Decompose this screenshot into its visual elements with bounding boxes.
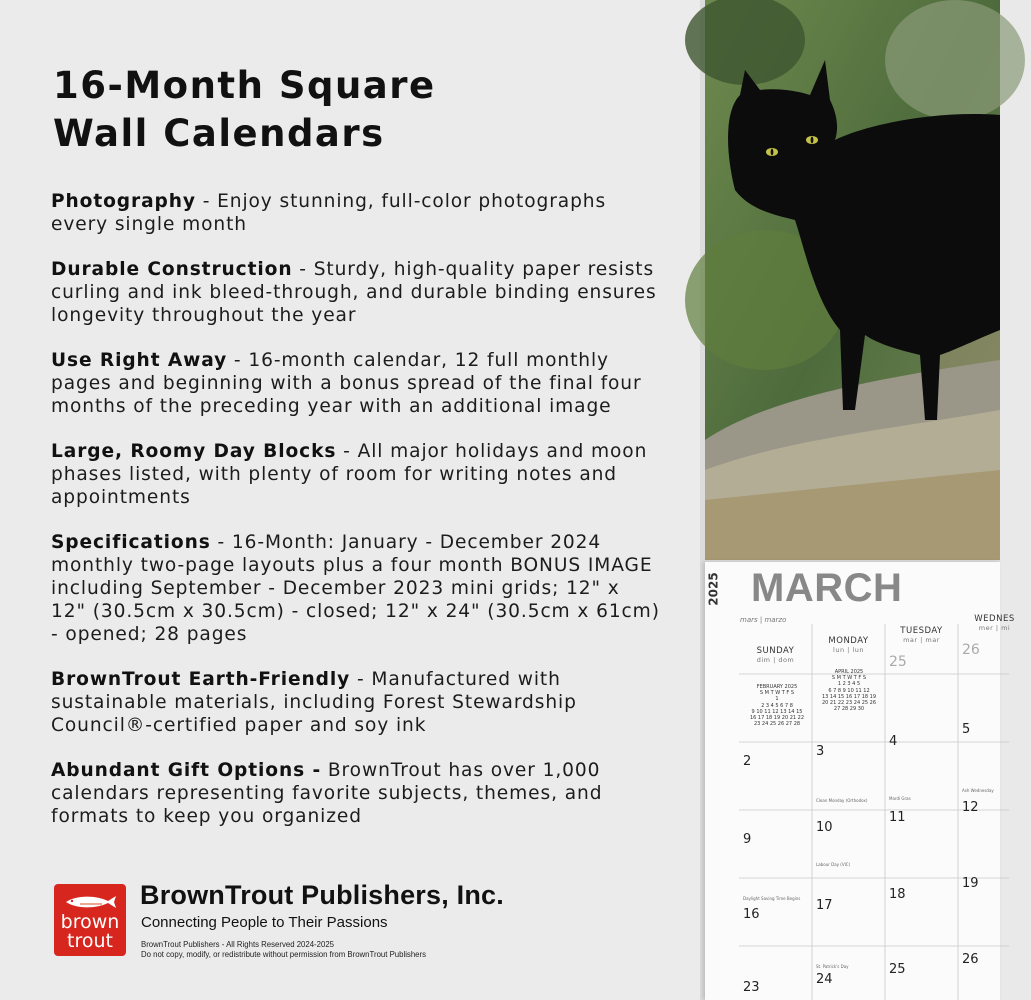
mini-title: FEBRUARY 2025 (756, 684, 798, 690)
black-cat-photo (705, 0, 1000, 560)
calendar-month-translations: mars | marzo (740, 616, 787, 624)
day-sub: lun | lun (833, 646, 864, 654)
page-title (53, 62, 653, 158)
feature-text: - Manufactured with sustainable materials, including Forest Stewardship Council®-certified paper and soy ink (51, 669, 577, 736)
title-line-2: Wall Calendars (53, 112, 385, 155)
feature-list (51, 190, 661, 850)
date-cell-number: 24 (816, 972, 833, 987)
feature-use-right-away (51, 349, 661, 418)
copyright-line-2: Do not copy, modify, or redistribute without permission from BrownTrout Publishers (141, 950, 426, 959)
calendar-month: MARCH (751, 566, 903, 610)
day-name: WEDNES (974, 614, 1015, 624)
mini-row: 27 28 29 30 (833, 706, 865, 713)
calendar-page (705, 562, 1015, 1000)
mini-row: 13 14 15 16 17 18 19 (821, 693, 877, 700)
date-cell-number: 9 (743, 832, 752, 847)
day-name: MONDAY (828, 636, 869, 646)
logo-line-1: brown (60, 911, 120, 933)
mini-row: 16 17 18 19 20 21 22 (749, 715, 805, 722)
company-tagline: Connecting People to Their Passions (141, 914, 388, 931)
feature-text: BrownTrout has over 1,000 calendars representing favorite subjects, themes, and formats to keep you organized (51, 760, 603, 827)
calendar-year: 2025 (706, 572, 721, 606)
mini-title: APRIL 2025 (834, 669, 864, 675)
holiday-note: Daylight Saving Time Begins (743, 896, 801, 901)
mini-head: S M T W T F S (759, 690, 795, 697)
holiday-note: Labour Day (VIC) (816, 862, 851, 867)
mini-row: 6 7 8 9 10 11 12 (828, 687, 870, 694)
day-header-sunday (739, 646, 812, 664)
date-cell-number: 10 (816, 820, 833, 835)
mini-calendar-april (819, 669, 879, 712)
mini-row: 9 10 11 12 13 14 15 (751, 708, 803, 715)
feature-specifications (51, 531, 661, 646)
day-sub: dim | dom (756, 656, 795, 664)
mini-row: 23 24 25 26 27 28 (753, 721, 801, 728)
day-header-tuesday (885, 626, 958, 644)
mini-row: 1 2 3 4 5 (837, 681, 861, 688)
feature-photography (51, 190, 661, 236)
date-cell-number: 16 (743, 907, 760, 922)
day-header-wednesday (958, 614, 1031, 632)
feature-heading: Durable Construction (51, 259, 293, 280)
date-cell-number: 2 (743, 754, 752, 769)
day-header-monday (812, 636, 885, 654)
trout-icon (62, 892, 118, 912)
feature-durable-construction (51, 258, 661, 327)
holiday-note: Mardi Gras (889, 796, 911, 801)
date-cell-number: 26 (962, 952, 979, 967)
day-sub: mer | mi (978, 624, 1011, 632)
feature-heading: BrownTrout Earth-Friendly (51, 669, 351, 690)
date-cell-number: 5 (962, 722, 971, 737)
mini-row: 1 (775, 696, 779, 703)
day-name: TUESDAY (900, 626, 943, 636)
feature-text: - Sturdy, high-quality paper resists curling and ink bleed-through, and durable binding ensures longevity throughout the year (51, 259, 657, 326)
feature-heading: Use Right Away (51, 350, 228, 371)
feature-text: - 16-Month: January - December 2024 monthly two-page layouts plus a four month BONUS IMAGE including September - December 2023 mini grids; 12" x 12" (30.5cm x 30.5cm) - closed; 12" x 24" (30.5cm x 61cm) - opened; 28 pages (51, 532, 660, 645)
feature-heading: Large, Roomy Day Blocks (51, 441, 337, 462)
mini-calendar-february (747, 684, 807, 727)
day-name: SUNDAY (756, 646, 795, 656)
company-name: BrownTrout Publishers, Inc. (140, 880, 504, 910)
feature-earth-friendly (51, 668, 661, 737)
date-cell-number: 11 (889, 810, 906, 825)
holiday-note: Ash Wednesday (962, 788, 994, 793)
feature-heading: Abundant Gift Options - (51, 760, 322, 781)
title-line-1: 16-Month Square (53, 64, 436, 107)
date-cell-number: 19 (962, 876, 979, 891)
mini-head: S M T W T F S (831, 675, 867, 682)
date-cell-number: 3 (816, 744, 825, 759)
mini-row: 20 21 22 23 24 25 26 (821, 700, 877, 707)
day-sub: mar | mar (903, 636, 940, 644)
feature-heading: Photography (51, 191, 196, 212)
date-cell-number: 4 (889, 734, 898, 749)
date-cell-number: 17 (816, 898, 833, 913)
feature-text: - All major holidays and moon phases listed, with plenty of room for writing notes and appointments (51, 441, 648, 508)
date-cell-number: 26 (962, 642, 980, 658)
date-cell-number: 25 (889, 654, 907, 670)
date-cell-number: 25 (889, 962, 906, 977)
calendar-preview (700, 0, 1015, 1000)
feature-text: - 16-month calendar, 12 full monthly pages and beginning with a bonus spread of the final four months of the preceding year with an additional image (51, 350, 642, 417)
feature-heading: Specifications (51, 532, 211, 553)
date-cell-number: 12 (962, 800, 979, 815)
browntrout-logo (54, 884, 126, 956)
logo-line-2: trout (67, 930, 113, 952)
feature-gift-options (51, 759, 661, 828)
feature-day-blocks (51, 440, 661, 509)
copyright-notice (141, 940, 426, 960)
holiday-note: St. Patrick's Day (816, 964, 849, 969)
feature-text: - Enjoy stunning, full-color photographs every single month (51, 191, 607, 235)
date-cell-number: 23 (743, 980, 760, 995)
copyright-line-1: BrownTrout Publishers - All Rights Reserved 2024-2025 (141, 940, 334, 949)
date-cell-number: 18 (889, 887, 906, 902)
holiday-note: Clean Monday (Orthodox) (816, 798, 868, 803)
mini-row: 2 3 4 5 6 7 8 (761, 702, 793, 709)
